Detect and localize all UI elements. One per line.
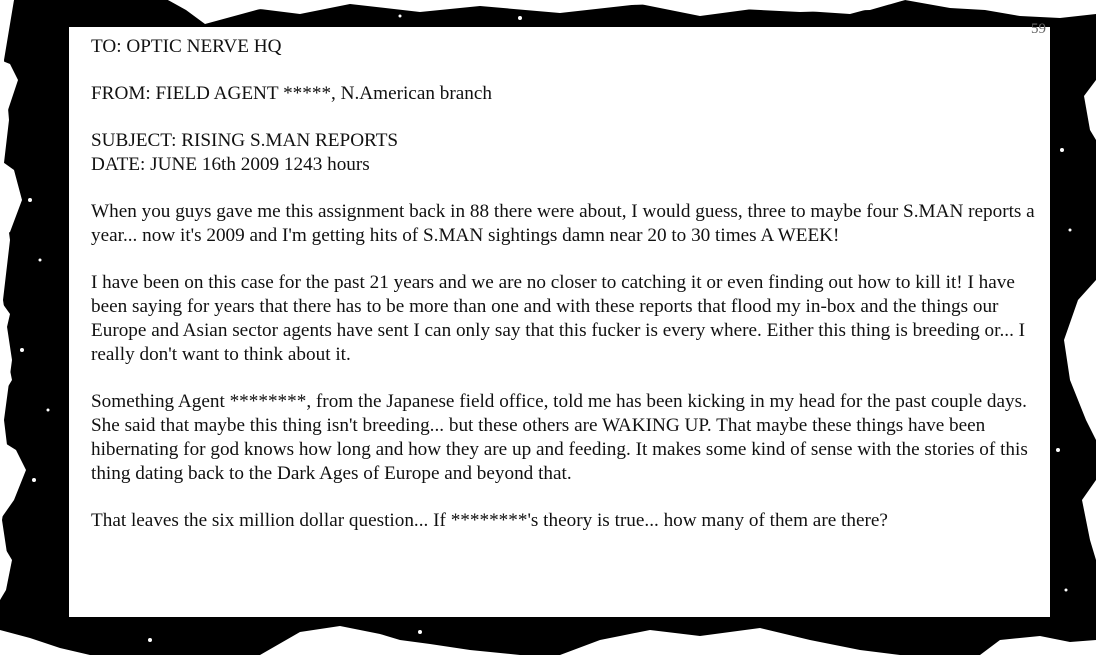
memo-paragraph: When you guys gave me this assignment back in 88 there were about, I would guess, three to maybe four S.MAN reports a year... now it's 2009 and I'm getting hits of S.MAN sightings damn near 20 to 30 times A WEEK! <box>91 201 1035 246</box>
memo-paragraph: That leaves the six million dollar question... If ********'s theory is true... how many of them are there? <box>91 510 888 531</box>
memo-subject: SUBJECT: RISING S.MAN REPORTS <box>91 130 399 151</box>
page-number: 59 <box>1031 21 1046 37</box>
memo-from: FROM: FIELD AGENT *****, N.American branch <box>91 83 492 104</box>
memo-to: TO: OPTIC NERVE HQ <box>91 36 282 57</box>
memo-paper <box>69 21 1050 617</box>
memo-paragraph: Something Agent ********, from the Japanese field office, told me has been kicking in my head for the past couple days. She said that maybe this thing isn't breeding... but these others are WAKING UP. That maybe these things have been hibernating for god knows how long and how they are up and feeding. It makes some kind of sense with the stories of this thing dating back to the Dark Ages of Europe and beyond that. <box>91 391 1028 484</box>
memo-date: DATE: JUNE 16th 2009 1243 hours <box>91 154 370 175</box>
memo-paragraph: I have been on this case for the past 21 years and we are no closer to catching it or even finding out how to kill it! I have been saying for years that there has to be more than one and with these reports that flood my in-box and the things our Europe and Asian sector agents have sent I can only say that this fucker is every where. Either this thing is breeding or... I really don't want to think about it. <box>91 272 1026 365</box>
